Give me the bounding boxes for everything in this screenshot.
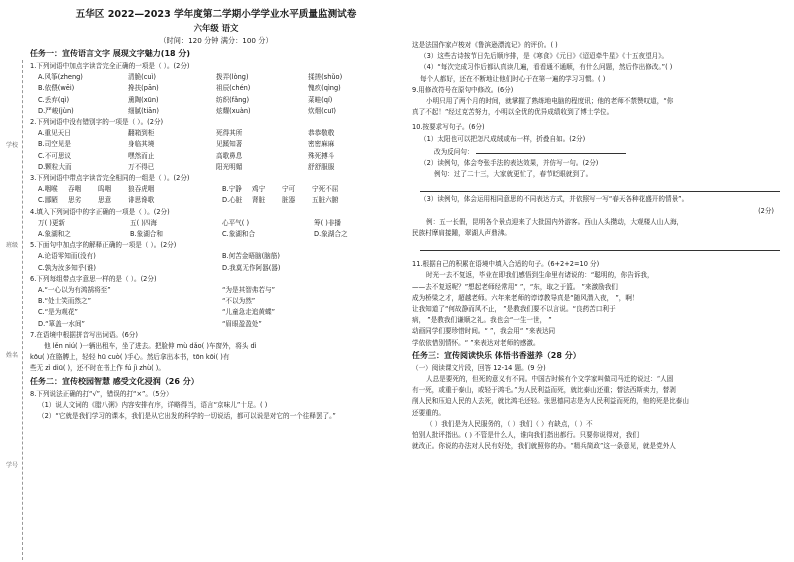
q8-item: （2）“它就是我们学习的课本，我们是从它出发的科学的一切说话，都可以说是对它的一个往释罢了。”: [38, 412, 336, 421]
q4-stem: 4.填入下列词语中的字正确的一项是（ ）。(2分): [30, 207, 170, 216]
q3-stem: 3.下列词语中带点字读音完全相同的一组是（ ）。(2分): [30, 174, 190, 183]
q11-line: 病， ”是教我们谦顺之礼。我也会“一生一世， ”: [412, 316, 552, 325]
q2-option: 嘿然而止: [128, 151, 155, 160]
q4-options-row: [30, 229, 402, 240]
q9-stem: 9.用修改符号在原句中修改。(6分): [412, 85, 514, 94]
q6-option: A.“一心以为有鸿鹄将至”: [38, 286, 111, 295]
q1-stem: 1.下列词语中加点字读音完全正确的一项是（ ）。(2分): [30, 62, 190, 70]
q10-example: 民族村摩肩接踵，翠湖人声鼎沸。: [412, 229, 511, 238]
q1-option: 炊烟(cuī): [308, 106, 336, 115]
q3-option: 宁可: [282, 185, 296, 194]
q4-option: B.象湖合和: [130, 230, 163, 239]
q5-option: A.论语零知而(没有): [38, 252, 96, 261]
q2-stem: 2.下列词语中没有错别字的一项是（ ）。(2分): [30, 118, 164, 127]
q10-stem: 10.按要求写句子。(6分): [412, 123, 485, 132]
q8-item-continued: 每个人都好，还在不断地让他们时心于在第一遍的学习习惯。( ): [420, 74, 606, 83]
margin-label-class: 班级: [6, 242, 19, 249]
q2-option: 阳光明媚: [216, 162, 243, 171]
q2-option: 万不得已: [128, 162, 155, 171]
q10-item: （2）读例句，体会夸张手法的表达效果，并仿写一句。(2分): [420, 159, 599, 168]
answer-line[interactable]: [420, 182, 780, 192]
q6-options-row: [30, 296, 402, 307]
q11-line: 让我知道了“何故静而风不止， ”是教我们要不以言说。“良药苦口利于: [412, 305, 616, 314]
q4-blanks-row: [30, 218, 402, 229]
q5-option: C.孰为汝多知乎(谁): [38, 263, 97, 272]
q11-line: 动画同学们要珍惜时间。“ ”，我会用“ ”来表达同: [412, 327, 556, 336]
q3-options-row: [30, 184, 402, 195]
q7-line: 他 lěn niú( )一辆出租车，坐了进去。把脸伸 mù dǎo( )车窗外，将头 dì: [44, 342, 257, 351]
q6-option: “儿童急走追黄蝶”: [222, 308, 275, 317]
q6-option: B.“处士笑而然之”: [38, 297, 92, 306]
q9-sentence: 小明只用了两个月的时间，就掌握了熟练地电脑的程度讯；他的老师不禁赞叹道，“你: [426, 97, 674, 106]
q2-option: 死得其所: [216, 129, 243, 138]
q3-option: A.咽喉: [38, 185, 58, 194]
reading-paragraph: 有一死，或重于泰山，或轻于鸿毛。”为人民利益而死，就比泰山还重；替法西斯卖力，替剥: [412, 386, 676, 395]
q3-option: 吞咽: [68, 185, 82, 194]
q1-option: B.依偎(wēi): [38, 84, 75, 93]
q1-option: 揉搓(shǔo): [308, 73, 343, 82]
q11-line: 学依依惜别情怀。“ ”来表达对老师的感激。: [412, 338, 540, 347]
margin-label-school: 学校: [6, 142, 19, 149]
q1-option: 祖辰(chén): [216, 84, 251, 93]
q2-option: 恭恭敬敬: [308, 129, 335, 138]
q6-option: “不以为然”: [222, 297, 256, 306]
q2-options-row: [30, 128, 402, 139]
reading-paragraph: （ ）我们是为人民服务的，（ ）我们（ ）有缺点，（ ）不: [426, 419, 593, 428]
q3-option: D.心脏: [222, 196, 243, 205]
q1-options-row: [30, 95, 402, 106]
q2-option: A.重见天日: [38, 129, 71, 138]
q10-example: 例：五一长假，昆明各个景点迎来了大批国内外游客。西山人头攒动，大观楼人山人海，: [426, 217, 684, 226]
q1-option: 纺织(fǎng): [216, 95, 250, 104]
q1-option: D.严峻(jùn): [38, 106, 74, 115]
q10-example: 例句：过了二十三，大家就更忙了，春节眨眼就到了。: [434, 170, 593, 179]
q6-option: C.“是为观花”: [38, 308, 78, 317]
q1-options-row: [30, 72, 402, 83]
q7-stem: 7.在语境中根据拼音写出词语。(6分): [30, 330, 138, 339]
q3-option: 狼吞虎咽: [128, 185, 155, 194]
q8-item: （4）“每次完成习作后都认真读几遍，看看通不通顺，有什么问题，然后作出修改。”( ): [420, 63, 673, 72]
q6-options-row: [30, 285, 402, 296]
answer-line[interactable]: [420, 241, 780, 251]
binding-margin: [2, 60, 23, 560]
task3-heading: 任务三：宣传阅读快乐 体悟书香滋养（28 分）: [412, 350, 581, 360]
exam-subtitle: 六年级 语文: [193, 23, 239, 33]
margin-label-name: 姓名: [6, 352, 19, 359]
q11-line: 时光一去不复返，毕业在即我们感悟到生命里有诸说的：“聪明的，你告诉我，: [426, 271, 654, 280]
q11-line: 成为桥梁之才，超越老师。六年来老师的谆谆教导真是“随风潜入夜， ”，啊！: [412, 293, 639, 302]
left-column: [30, 8, 402, 422]
q4-blank: 筹( )非播: [314, 218, 342, 227]
q4-option: D.象湖合之: [314, 230, 348, 239]
q2-option: D.颗粒大而: [38, 162, 72, 171]
q1-option: 菜畦(qí): [308, 95, 333, 104]
q2-option: 见蹊知著: [216, 140, 243, 149]
q1-option: 清脆(cuì): [128, 73, 156, 82]
q4-blank: 五( )四海: [130, 218, 158, 227]
q2-option: 殊死搏斗: [308, 151, 335, 160]
margin-label-number: 学号: [6, 462, 19, 469]
q2-option: 身临其境: [128, 140, 155, 149]
q8-item: （1）说人文词的《腊八粥》内容安排有序，详略得当，语言“京味儿”十足。( ): [38, 400, 268, 409]
q2-options-row: [30, 162, 402, 173]
q3-option: 诽思谗歌: [128, 196, 155, 205]
q8-item: （3）这些古诗按节日先后顺序排，是《寒食》《元日》《迢迢牵牛星》《十五夜望月》。: [420, 52, 669, 61]
q3-option: 鸡宁: [252, 185, 266, 194]
q7-line: 些无 zì diū( )，还不时在书上作 fú jì zhù( )。: [30, 364, 165, 373]
q3-option: C.鄙陋: [38, 196, 58, 205]
q2-options-row: [30, 151, 402, 162]
reading-paragraph: 削人民和压迫人民的人去死，就比鸿毛还轻。张思德同志是为人民利益而死的，他的死是比泰山: [412, 397, 689, 406]
q3-option: 五脏六腑: [312, 196, 339, 205]
right-column: [412, 40, 788, 453]
answer-line[interactable]: [476, 145, 626, 154]
q5-options-row: [30, 263, 402, 274]
q10-rewrite-label: 改为反问句：: [434, 147, 474, 156]
q1-option: 熏陶(xūn): [128, 95, 159, 104]
q5-option: B.何苦金晤脑(脑筋): [222, 252, 280, 261]
q1-options-row: [30, 83, 402, 94]
q2-option: B.司空见是: [38, 140, 71, 149]
q11-stem: 11.根据自己的积累在语境中填入合适的句子。(6+2+2=10 分): [412, 260, 600, 269]
q10-item: （3）读例句，体会运用相同意思的不同表达方式，并依照写一写“春天各种花盛开的情景”。: [420, 195, 689, 204]
q1-options-row: [30, 106, 402, 117]
q8-stem: 8.下列说法正确的打“√”，错误的打“×”。（5分）: [30, 389, 173, 398]
q6-options-row: [30, 319, 402, 330]
q3-option: 思意: [98, 196, 112, 205]
q3-options-row: [30, 195, 402, 206]
q3-option: 呜咽: [98, 185, 112, 194]
q5-stem: 5.下面句中加点字的解释正确的一项是（ ）。(2分): [30, 241, 177, 250]
reading-paragraph: 人总是要死的，但死的意义有不同。中国古时候有个文学家叫做司马迁的说过：“人固: [426, 375, 674, 384]
q1-option: 愧疚(qìng): [308, 84, 341, 93]
q10-item: （1）太阳也可以把怎尺成绒或布一样，折叠自如。(2分): [420, 134, 586, 143]
q1-option: 拨弄(lòng): [216, 73, 249, 82]
q2-option: 翻箱到柜: [128, 129, 155, 138]
q1-option: A.风筝(zheng): [38, 73, 83, 82]
reading-paragraph: 还要重的。: [412, 408, 445, 417]
reading-paragraph: 就改正。你说的办法对人民有好处，我们就照你的办。“精兵简政”这一条意见，就是党外人: [412, 442, 676, 451]
q2-option: 密密麻麻: [308, 140, 335, 149]
q8-item-continued: 这是法国作家卢梭对《鲁滨逊漂流记》的评价。( ): [412, 41, 558, 49]
q2-option: C.不可思议: [38, 151, 72, 160]
q3-option: B.宁静: [222, 185, 242, 194]
q2-option: 高歌鼻息: [216, 151, 243, 160]
reading-part-label: （一）阅读课文片段，回答 12-14 题。(9 分): [412, 363, 546, 372]
q6-option: “眉眼盈盈处”: [222, 319, 262, 328]
q11-line: ——去不复返呢？”想起老师经常用“ ”，“东，取之于篮。 ”来激励我们: [412, 282, 618, 291]
q4-blank: 万( )更新: [38, 218, 66, 227]
q6-options-row: [30, 307, 402, 318]
q5-option: D.我莫无作阿器(器): [222, 263, 281, 272]
q3-option: 思劣: [68, 196, 82, 205]
q6-option: D.“箪盖一水间”: [38, 319, 85, 328]
q1-option: C.丢弃(qì): [38, 95, 70, 104]
q10-answer-prompt: [412, 145, 788, 158]
q3-option: 肾脏: [252, 196, 266, 205]
q6-stem: 6.下列每组带点字意思一样的是（ ）。(2分): [30, 274, 157, 283]
q2-options-row: [30, 139, 402, 150]
q2-option: 舒舒服服: [308, 162, 335, 171]
q4-option: C.象湖和合: [222, 230, 256, 239]
task1-heading: 任务一：宣传语言文字 展现文字魅力(18 分): [30, 49, 191, 58]
q7-line: kōu( )在胳膊上，轻轻 hū cuò( )手心。然后拿出本书，tōn kōi( )有: [30, 353, 230, 362]
q1-option: 细腻(tiān): [128, 106, 159, 115]
task2-heading: 任务二：宣传校园智慧 感受文化浸润（26 分）: [30, 376, 199, 386]
q3-option: 宁死不屈: [312, 185, 339, 194]
q4-blank: 心平气( ): [222, 218, 250, 227]
reading-paragraph: 怕别人批评指出。( ) 不管是什么人，谁向我们指出都行。只要你说得对，我们: [412, 431, 639, 440]
exam-info: （时间：120 分钟 满分：100 分）: [159, 36, 273, 45]
q5-options-row: [30, 251, 402, 262]
q9-sentence: 真了不起！”经过克苦努力，小明以全优的优异成绩收到了博士学位。: [412, 108, 614, 117]
q1-option: 炫耀(xuàn): [216, 106, 251, 115]
q3-option: 脏器: [282, 196, 296, 205]
q6-option: “为是其智弗若与”: [222, 286, 275, 295]
exam-title: 五华区 2022—2023 学年度第二学期小学学业水平质量监测试卷: [75, 9, 357, 20]
q4-option: A.象湖和之: [38, 230, 71, 239]
q1-option: 搀扶(pān): [128, 84, 159, 93]
q10-points: (2分): [758, 206, 774, 215]
